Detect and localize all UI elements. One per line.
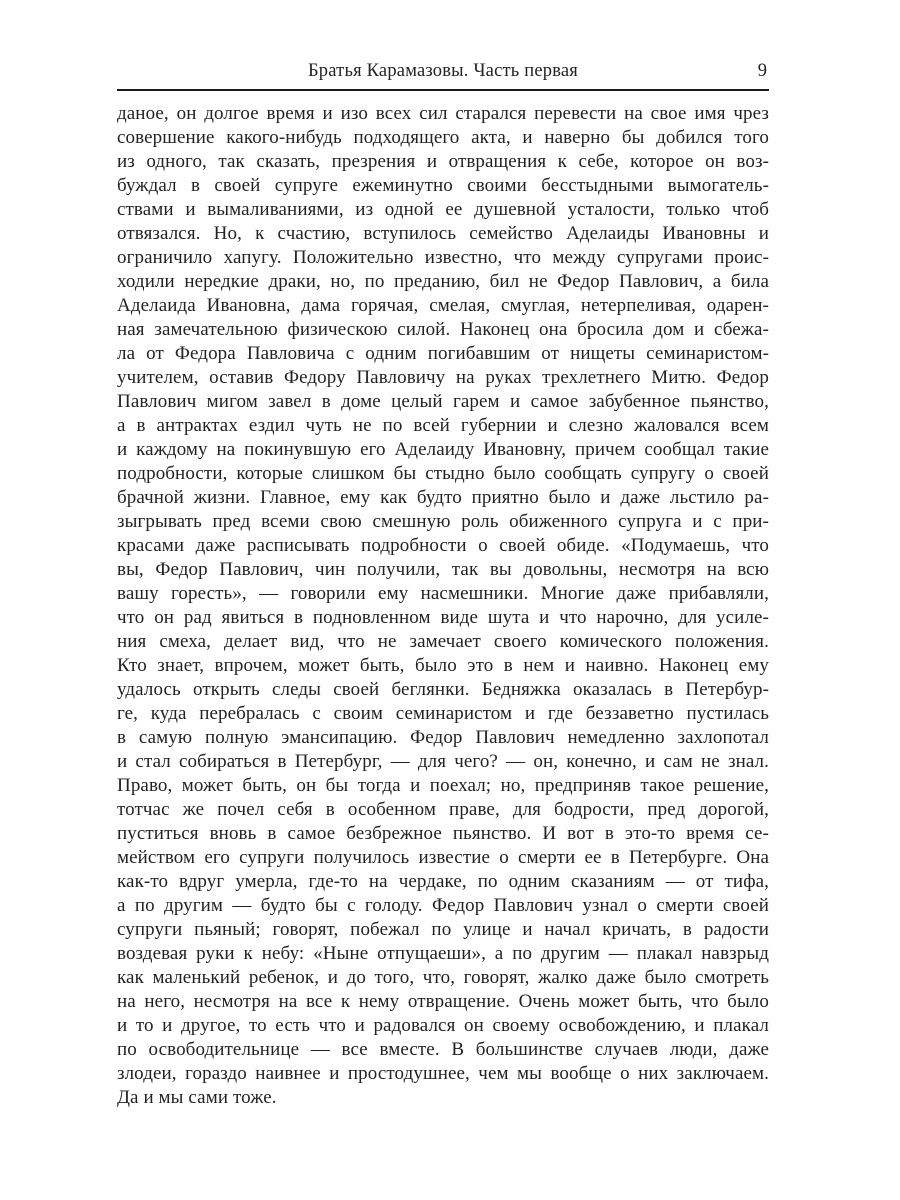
text-line: ходили нередкие драки, но, по преданию, бил не Федор Павлович, а била (117, 271, 769, 292)
text-line: отвязался. Но, к счастию, вступилось семейство Аделаиды Ивановны и (117, 223, 769, 244)
text-line: красами даже расписывать подробности о своей обиде. «Подумаешь, что (117, 535, 769, 556)
text-line: ния смеха, делает вид, что не замечает своего комического положения. (117, 631, 769, 652)
text-line: зыгрывать пред всеми свою смешную роль обиженного супруга и с при- (117, 511, 769, 532)
text-line: злодеи, гораздо наивнее и простодушнее, чем мы вообще о них заключаем. (117, 1063, 769, 1084)
text-line: Да и мы сами тоже. (117, 1087, 277, 1108)
text-line: даное, он долгое время и изо всех сил старался перевести на свое имя чрез (117, 103, 769, 124)
text-line: брачной жизни. Главное, ему как будто приятно было и даже льстило ра- (117, 487, 769, 508)
text-line: ла от Федора Павловича с одним погибавшим от нищеты семинаристом- (117, 343, 769, 364)
text-line: и стал собираться в Петербург, — для чего? — он, конечно, и сам не знал. (117, 751, 769, 772)
text-line: Павлович мигом завел в доме целый гарем и самое забубенное пьянство, (117, 391, 769, 412)
text-line: совершение какого-нибудь подходящего акта, и наверно бы добился того (117, 127, 769, 148)
text-line: как маленький ребенок, и до того, что, говорят, жалко даже было смотреть (117, 967, 769, 988)
text-line: и то и другое, то есть что и радовался он своему освобождению, и плакал (117, 1015, 769, 1036)
text-line: на него, несмотря на все к нему отвращение. Очень может быть, что было (117, 991, 769, 1012)
text-line: что он рад явиться в подновленном виде шута и что нарочно, для усиле- (117, 607, 769, 628)
text-line: ограничило хапугу. Положительно известно, что между супругами проис- (117, 247, 769, 268)
text-line: ге, куда перебралась с своим семинаристом и где беззаветно пустилась (117, 703, 769, 724)
text-line: вашу горесть», — говорили ему насмешники. Многие даже прибавляли, (117, 583, 769, 604)
text-line: ная замечательною физическою силой. Наконец она бросила дом и сбежа- (117, 319, 769, 340)
text-line: учителем, оставив Федору Павловичу на руках трехлетнего Митю. Федор (117, 367, 769, 388)
text-line: в самую полную эмансипацию. Федор Павлович немедленно захлопотал (117, 727, 769, 748)
text-line: Право, может быть, он бы тогда и поехал; но, предприняв такое решение, (117, 775, 769, 796)
text-line: ствами и вымаливаниями, из одной ее душевной усталости, только чтоб (117, 199, 769, 220)
header-rule (117, 89, 769, 91)
text-line: супруги пьяный; говорят, побежал по улице и начал кричать, в радости (117, 919, 769, 940)
text-line: мейством его супруги получилось известие о смерти ее в Петербурге. Она (117, 847, 769, 868)
text-line: буждал в своей супруге ежеминутно своими бесстыдными вымогатель- (117, 175, 769, 196)
text-line: Кто знает, впрочем, может быть, было это в нем и наивно. Наконец ему (117, 655, 769, 676)
text-line: как-то вдруг умерла, где-то на чердаке, по одним сказаниям — от тифа, (117, 871, 769, 892)
text-line: из одного, так сказать, презрения и отвращения к себе, которое он воз- (117, 151, 769, 172)
body-text (117, 102, 769, 1110)
text-line: а по другим — будто бы с голоду. Федор Павлович узнал о смерти своей (117, 895, 769, 916)
text-line: Аделаида Ивановна, дама горячая, смелая, смуглая, нетерпеливая, одарен- (117, 295, 769, 316)
running-title: Братья Карамазовы. Часть первая (307, 61, 579, 81)
text-line: воздевая руки к небу: «Ныне отпущаеши», а по другим — плакал навзрыд (117, 943, 769, 964)
page-header (117, 58, 769, 84)
text-line: а в антрактах ездил чуть не по всей губернии и слезно жаловался всем (117, 415, 769, 436)
text-line: тотчас же почел себя в особенном праве, для бодрости, пред дорогой, (117, 799, 769, 820)
text-line: и каждому на покинувшую его Аделаиду Ивановну, причем сообщал такие (117, 439, 769, 460)
text-line: вы, Федор Павлович, чин получили, так вы довольны, несмотря на всю (117, 559, 769, 580)
text-line: пуститься вновь в самое безбрежное пьянство. И вот в это-то время се- (117, 823, 769, 844)
text-line: по освободительнице — все вместе. В большинстве случаев люди, даже (117, 1039, 769, 1060)
page-number: 9 (757, 61, 767, 81)
text-line: удалось открыть следы своей беглянки. Бедняжка оказалась в Петербур- (117, 679, 769, 700)
text-line: подробности, которые слишком бы стыдно было сообщать супругу о своей (117, 463, 769, 484)
